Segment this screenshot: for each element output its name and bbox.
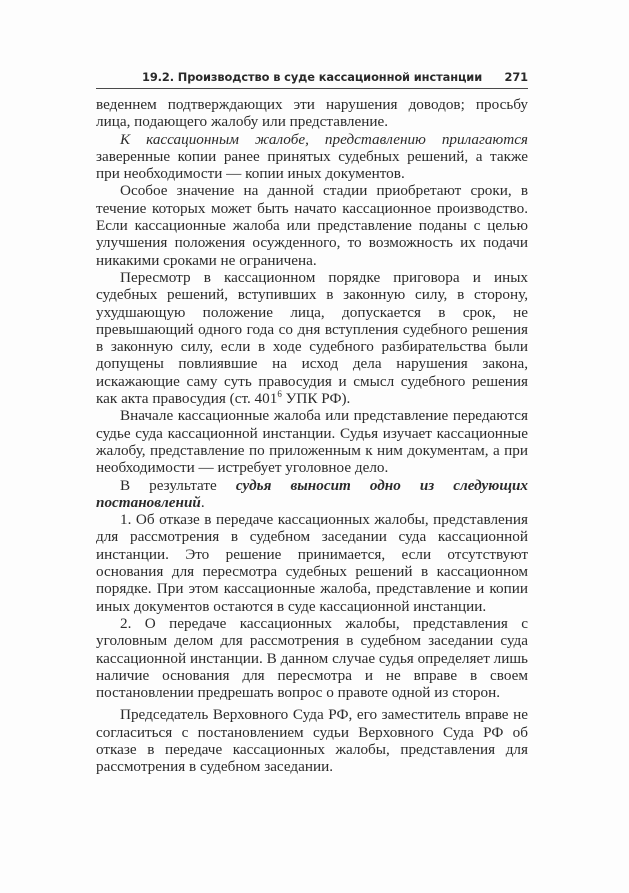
paragraph-text: В результате bbox=[120, 476, 236, 494]
paragraph-text: . bbox=[200, 493, 205, 511]
italic-phrase: К кассационным жалобе, представлению прилагаются bbox=[120, 130, 528, 148]
paragraph-text: заверенные копии ранее принятых судебных решений, а также при необходимости — копии иных документов. bbox=[96, 147, 528, 183]
paragraph bbox=[96, 477, 528, 512]
paragraph: Председатель Верховного Суда РФ, его заместитель вправе не согласиться с постановлением судьи Верховного Суда РФ об отказе в передаче кассационных жалобы, представления для рассмотрения в судебном заседании. bbox=[96, 706, 528, 776]
paragraph bbox=[96, 269, 528, 407]
section-title: 19.2. Производство в суде кассационной инстанции bbox=[142, 70, 483, 84]
paragraph: веденнем подтверждающих эти нарушения доводов; просьбу лица, подающего жалобу или представление. bbox=[96, 96, 528, 131]
paragraph: Особое значение на данной стадии приобретают сроки, в течение которых может быть начато кассационное производство. Если кассационные жалоба или представление поданы с целью улучшения положения осужденного, то возможность их подачи никакими сроками не ограничена. bbox=[96, 182, 528, 269]
paragraph-text: УПК РФ). bbox=[281, 390, 351, 408]
header-rule bbox=[96, 88, 528, 89]
running-header bbox=[96, 66, 528, 88]
paragraph-text: Пересмотр в кассационном порядке приговора и иных судебных решений, вступивших в законную силу, в сторону, ухудшающую положение лица, допускается в срок, не превышающий одного года со дня вступления судебного решения в законную силу, если в ходе судебного разбирательства были допущены повлиявшие на исход дела нарушения закона, искажающие саму суть правосудия и смысл судебного решения как акта правосудия (ст. 401 bbox=[96, 268, 528, 408]
bold-italic-phrase: судья выносит одно из следующих постановлений bbox=[96, 476, 529, 511]
body-text bbox=[96, 96, 528, 776]
paragraph: 2. О передаче кассационных жалобы, представления с уголовным делом для рассмотрения в судебном заседании суда кассационной инстанции. В данном случае судья определяет лишь наличие основания для пересмотра и не вправе в своем постановлении предрешать вопрос о правоте одной из сторон. bbox=[96, 614, 528, 702]
page-number: 271 bbox=[504, 70, 528, 84]
paragraph: 1. Об отказе в передаче кассационных жалобы, представления для рассмотрения в судебном заседании суда кассационной инстанции. Это решение принимается, если отсутствуют основания для пересмотра судебных решений в кассационном порядке. При этом кассационные жалоба, представление и копии иных документов остаются в суде кассационной инстанции. bbox=[96, 511, 528, 615]
superscript: 6 bbox=[277, 388, 282, 399]
paragraph bbox=[96, 131, 528, 183]
paragraph: Вначале кассационные жалоба или представление передаются судье суда кассационной инстанции. Судья изучает кассационные жалобу, представление по приложенным к ним документам, а при необходимости — истребует уголовное дело. bbox=[96, 407, 528, 477]
